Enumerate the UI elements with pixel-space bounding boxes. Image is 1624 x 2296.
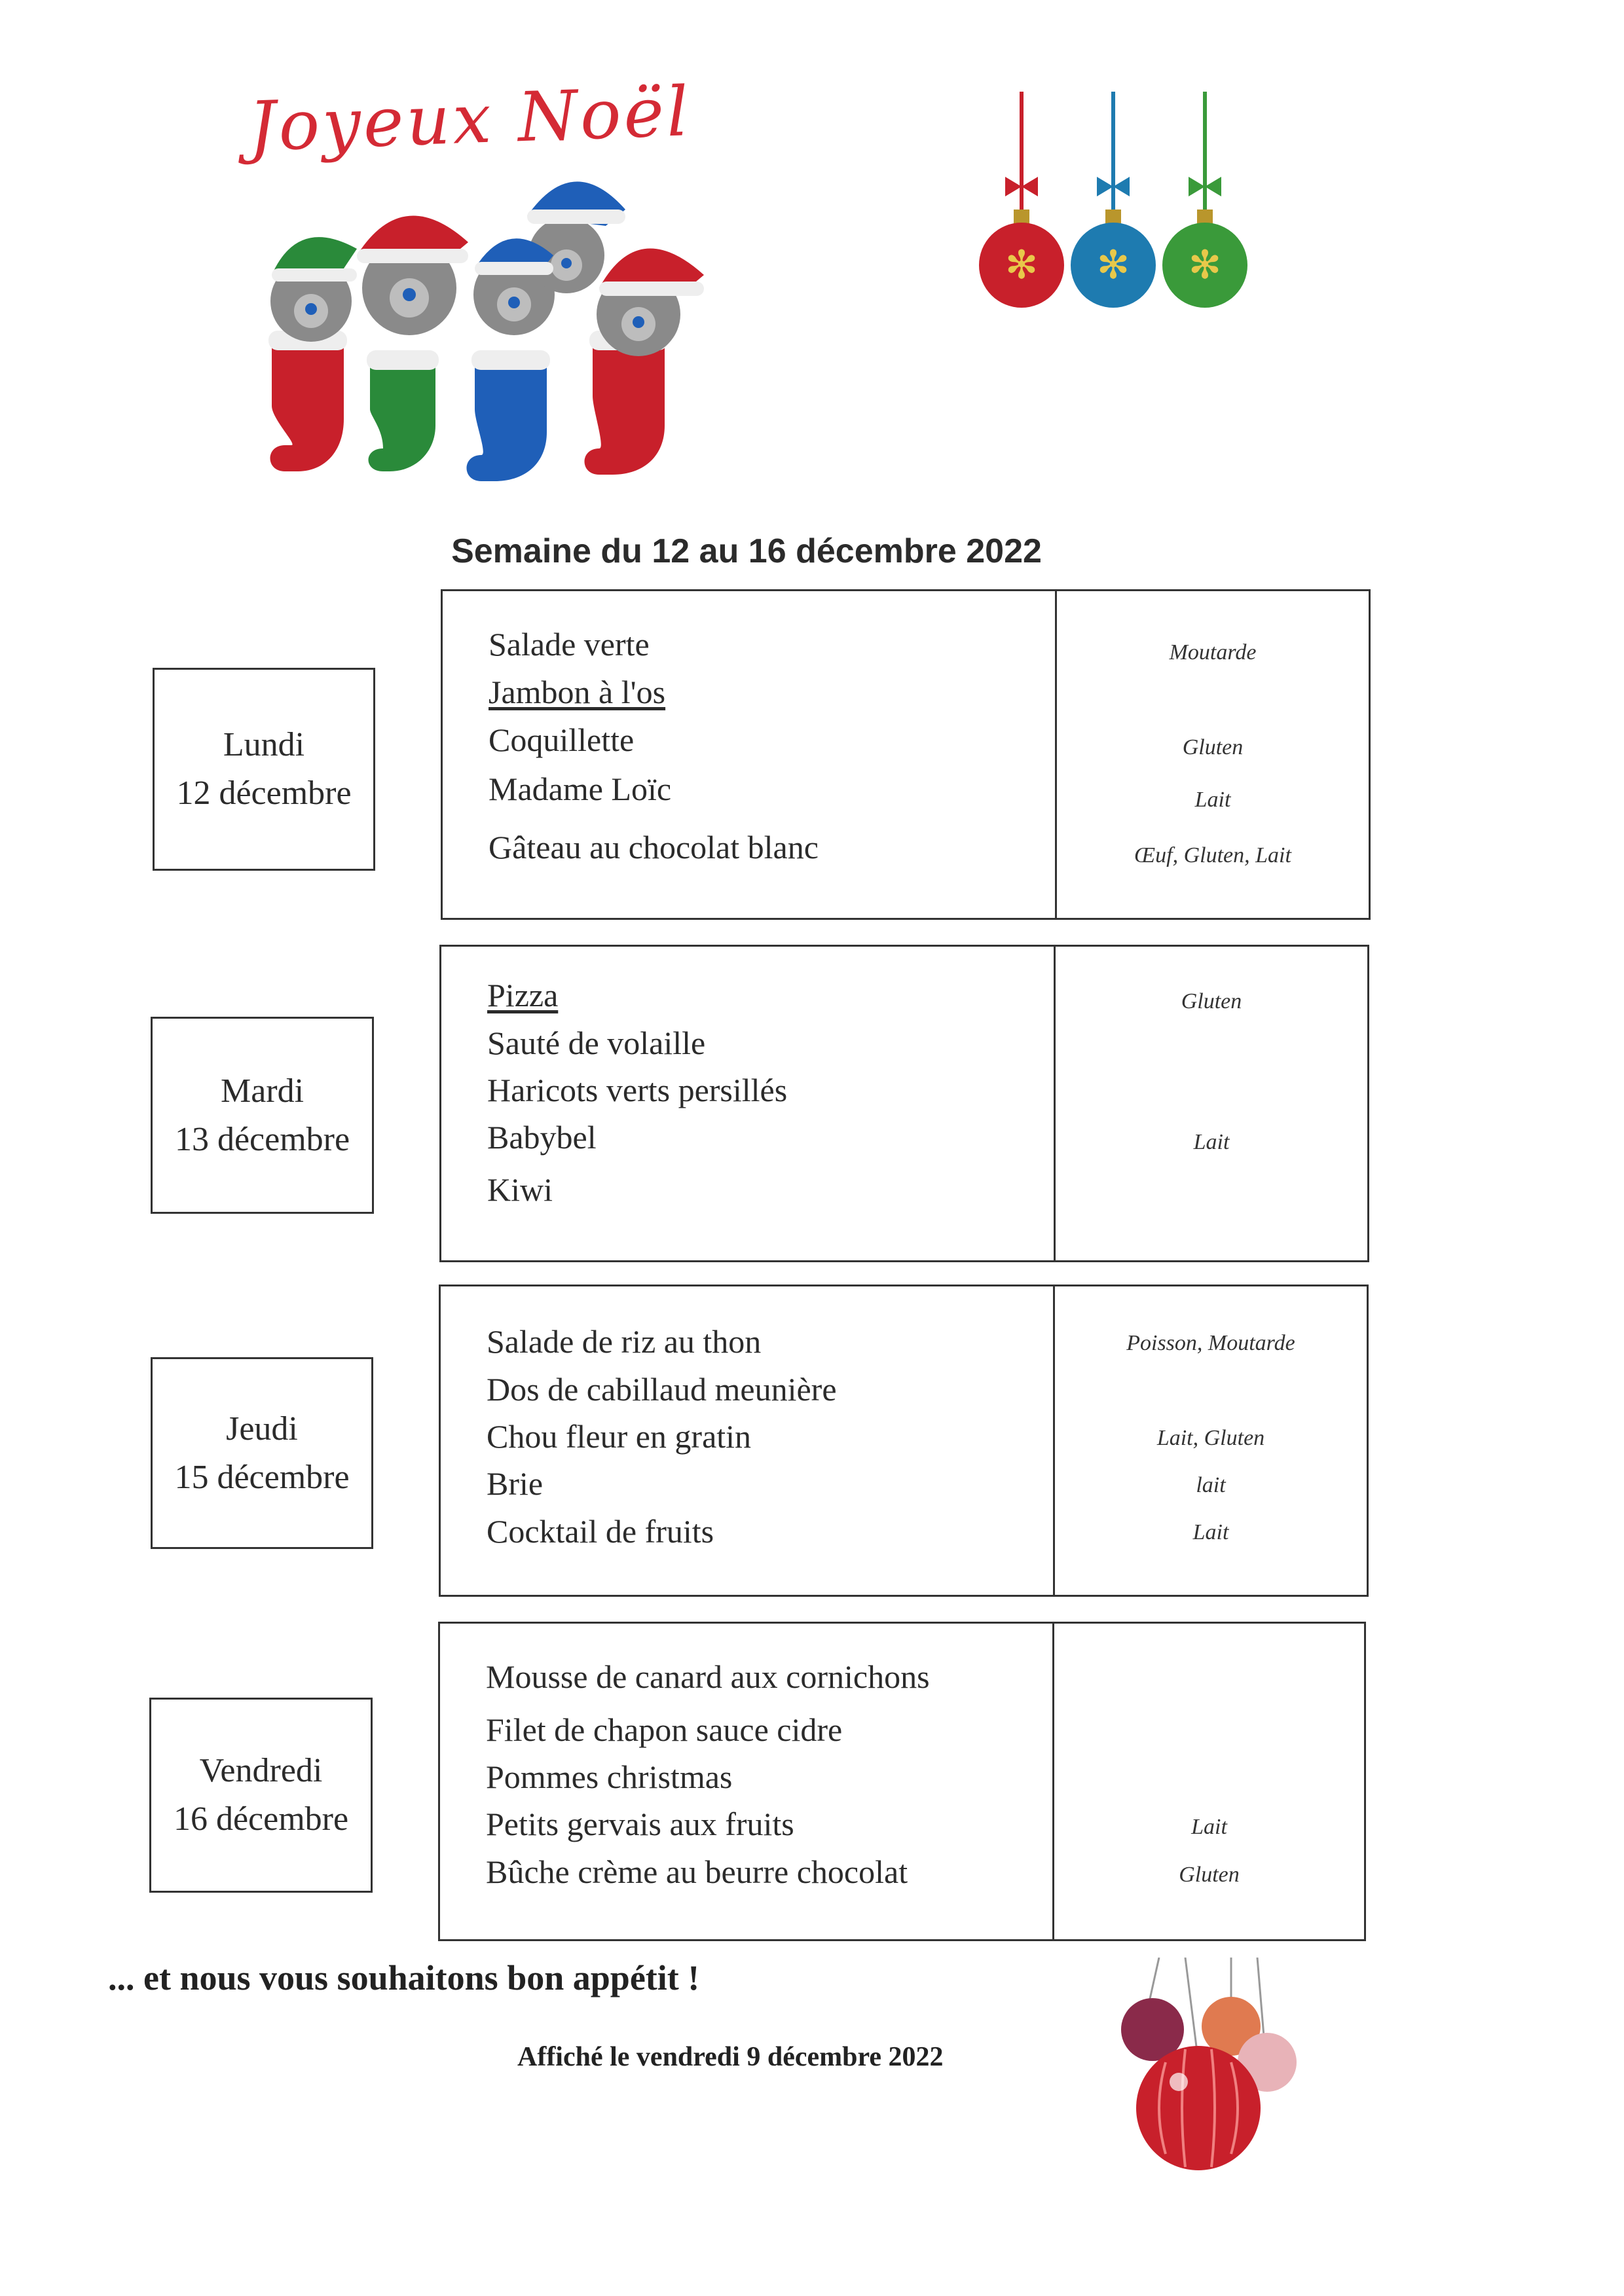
dish-item: Dos de cabillaud meunière [487,1371,837,1408]
day-name: Vendredi [199,1752,323,1789]
christmas-ornaments-illustration [969,85,1257,321]
svg-text:✻: ✻ [1096,242,1130,288]
dishes-column [443,591,1057,918]
ornament-cluster-illustration [1100,1958,1316,2174]
week-title: Semaine du 12 au 16 décembre 2022 [451,532,1042,570]
dishes-column [440,1624,1054,1939]
dish-item: Gâteau au chocolat blanc [489,829,819,866]
dishes-column [441,1286,1055,1595]
dish-item: Jambon à l'os [489,674,666,710]
allergen-note: Lait [1191,1815,1227,1839]
dish-item: Petits gervais aux fruits [486,1806,794,1842]
svg-text:✻: ✻ [1188,242,1222,288]
allergens-column [1054,1624,1364,1939]
allergen-note: Gluten [1179,1863,1240,1887]
menu-box [438,1622,1366,1941]
allergen-note: Gluten [1182,735,1244,759]
svg-text:✻: ✻ [1005,242,1039,288]
allergen-note: Lait [1194,788,1231,812]
day-date: 15 décembre [174,1458,350,1496]
dish-item: Chou fleur en gratin [487,1418,752,1455]
day-name: Lundi [223,726,305,763]
day-label-box [149,1698,373,1893]
allergen-note: Moutarde [1169,640,1257,665]
allergen-note: Poisson, Moutarde [1126,1331,1295,1355]
day-label-box [151,1017,374,1214]
menu-box [439,1285,1369,1597]
allergen-note: Lait, Gluten [1156,1426,1265,1450]
dish-item: Sauté de volaille [487,1025,706,1061]
allergen-note: Gluten [1181,989,1242,1013]
day-name: Jeudi [226,1410,298,1448]
day-name: Mardi [220,1072,304,1110]
dish-item: Kiwi [487,1171,553,1208]
allergen-note: Œuf, Gluten, Lait [1134,843,1291,867]
posted-date: Affiché le vendredi 9 décembre 2022 [517,2042,944,2072]
dish-item: Brie [487,1465,544,1502]
greeting-title: Joyeux Noël [247,71,693,167]
day-label-box [151,1357,373,1549]
dish-item: Mousse de canard aux cornichons [486,1658,930,1695]
day-date: 13 décembre [174,1120,350,1158]
menu-box [439,945,1369,1262]
dish-item: Babybel [487,1119,597,1156]
allergens-column [1057,591,1369,918]
allergen-note: lait [1196,1473,1226,1497]
dish-item: Filet de chapon sauce cidre [486,1711,843,1748]
dish-item: Haricots verts persillés [487,1072,788,1108]
day-label-box [153,668,375,871]
allergens-column [1055,1286,1367,1595]
dish-item: Madame Loïc [489,771,672,807]
dish-item: Salade verte [489,626,650,663]
day-date: 12 décembre [176,774,352,812]
dish-item: Bûche crème au beurre chocolat [486,1853,908,1890]
teddy-bears-stockings-illustration [259,164,737,484]
dish-item: Coquillette [489,721,635,758]
allergen-note: Lait [1193,1130,1230,1154]
allergens-column [1056,947,1367,1260]
allergen-note: Lait [1192,1520,1229,1544]
dish-item: Pommes christmas [486,1758,733,1795]
dish-item: Salade de riz au thon [487,1323,762,1360]
day-date: 16 décembre [173,1800,349,1838]
dishes-column [441,947,1056,1260]
dish-item: Cocktail de fruits [487,1513,714,1550]
dish-item: Pizza [487,977,559,1013]
menu-box [441,589,1371,920]
closing-message: ... et nous vous souhaitons bon appétit ! [108,1958,700,1997]
